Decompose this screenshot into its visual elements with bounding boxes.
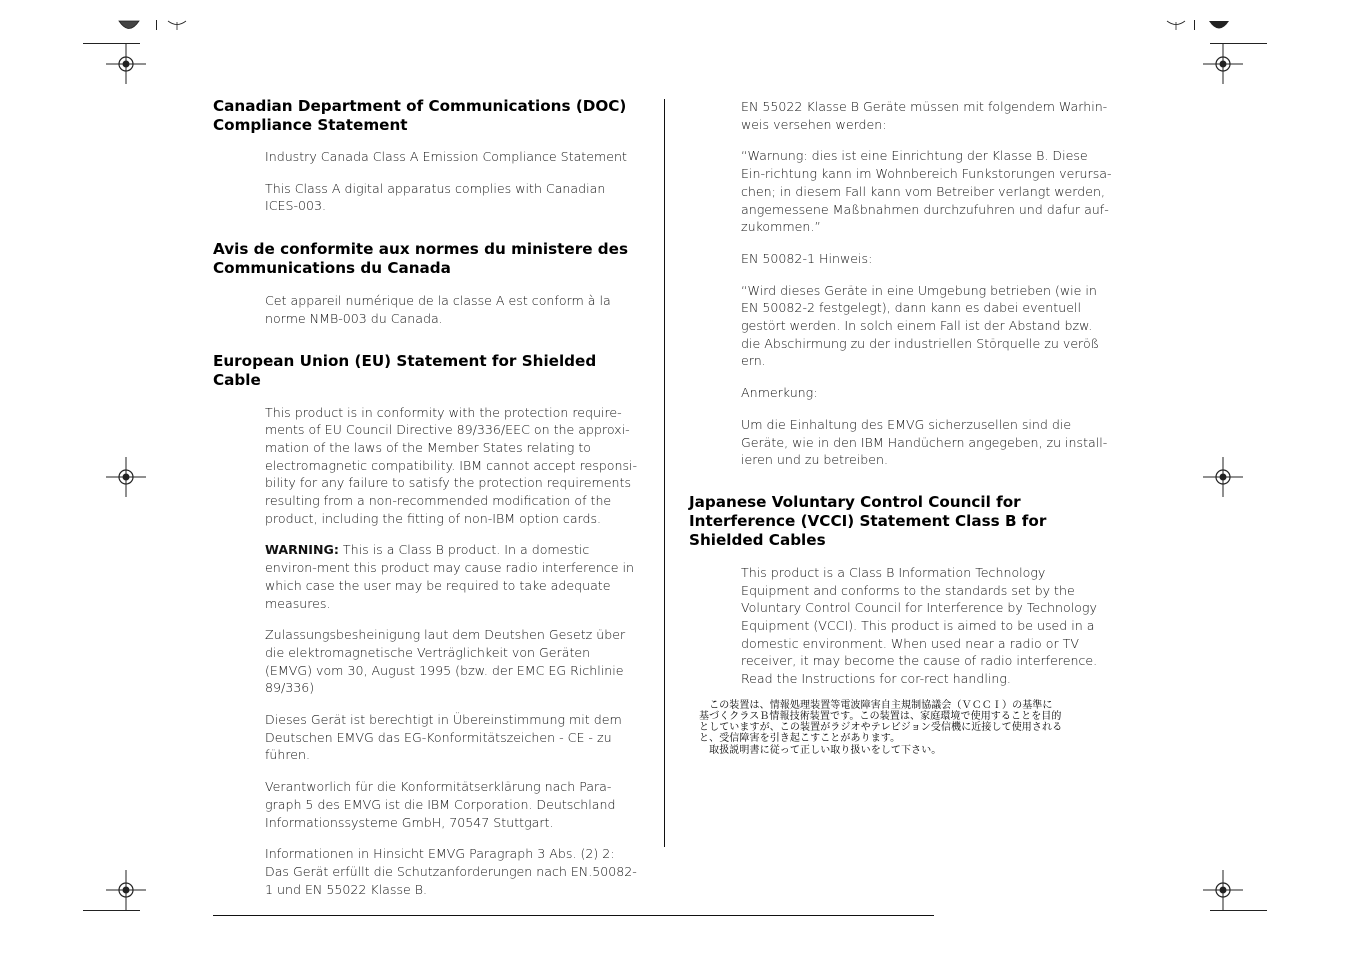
registration-mark-icon — [1203, 44, 1243, 84]
paragraph: Industry Canada Class A Emission Compliance Statement — [265, 149, 627, 164]
warning-label: WARNING: — [265, 542, 339, 558]
color-bar-icon — [118, 20, 140, 32]
warning-text: This is a Class B product. In a domestic environ-ment this product may cause radio interference in which case the user may be required to take adequate measures. — [265, 542, 634, 611]
paragraph: “Wird dieses Geräte in eine Umgebung betrieben (wie in EN 50082-2 festgelegt), dann kann es dabei eventuell gestört werden. In solch einem Fall ist der Abstand bzw. die Abschirmung zu der industriellen Störquelle zu veröß ern. — [741, 282, 1100, 369]
paragraph: EN 50082-1 Hinweis: — [741, 250, 873, 266]
paragraph: Zulassungsbesheinigung laut dem Deutshen Gesetz über die elektromagnetische Verträglichkeit von Geräten (EMVG) vom 30, August 1995 (bzw. der EMC EG Richlinie 89/336) — [265, 627, 626, 696]
vcci-japanese-statement: この装置は、情報処理装置等電波障害自主規制協議会（ＶＣＣＩ）の基準に 基づくクラスＢ情報技術装置です。この装置は、家庭環境で使用することを目的 としていますが、この装置がラジオやテレビジョン受信機に近接して使用される と、受信障害を引き起こすことがあります。 取扱説明書に従って正しい取り扱いをして下さい。 — [699, 699, 1063, 756]
registration-mark-icon — [106, 44, 146, 84]
paragraph: “Warnung: dies ist eine Einrichtung der Klasse B. Diese Ein-richtung kann im Wohnbereich Funkstorungen verursa-chen; in diesem Fall kann vom Betreiber verlangt werden, angemessene Maßbnahmen durchzufuhren und dafur auf-zukommen.” — [741, 148, 1112, 235]
column-divider — [664, 99, 665, 847]
paragraph: Dieses Gerät ist berechtigt in Übereinstimmung mit dem Deutschen EMVG das EG-Konformitätszeichen - CE - zu führen. — [265, 712, 622, 763]
crop-mark-bottom-left — [83, 910, 140, 911]
crop-mark-bottom-right — [1210, 910, 1267, 911]
section-heading-doc: Canadian Department of Communications (DOC) Compliance Statement — [213, 97, 627, 134]
left-column — [213, 97, 638, 898]
registration-mark-icon — [106, 457, 146, 497]
paragraph: This Class A digital apparatus complies with Canadian ICES-003. — [265, 180, 606, 214]
registration-mark-icon — [1203, 457, 1243, 497]
crop-mark-top-left-tick — [156, 20, 157, 30]
crop-mark-top-right-tick — [1194, 20, 1195, 30]
registration-mark-icon — [106, 870, 146, 910]
footer-rule — [213, 915, 934, 916]
section-heading-eu: European Union (EU) Statement for Shielded Cable — [213, 351, 597, 389]
paragraph: This product is in conformity with the protection require-ments of EU Council Directive 89/336/EEC on the approxi-mation of the laws of the Member States relating to electromagnetic compatibility. IBM cannot accept responsi-bility for any failure to satisfy the protection requirements resulting from a non-recommended modification of the product, including the fitting of non-IBM option cards. — [265, 404, 638, 526]
paragraph: This product is a Class B Information Technology Equipment and conforms to the standards set by the Voluntary Control Council for Interference by Technology Equipment (VCCI). This product is aimed to be used in a domestic environment. When used near a radio or TV receiver, it may become the cause of radio interference. Read the Instructions for cor-rect handling. — [741, 564, 1098, 687]
section-heading-avis: Avis de conformite aux normes du ministere des Communications du Canada — [213, 240, 629, 278]
warning-paragraph — [265, 541, 638, 612]
paragraph: EN 55022 Klasse B Geräte müssen mit folgendem Warhin-weis versehen werden: — [741, 99, 1108, 132]
target-mark-icon — [166, 18, 188, 30]
paragraph: Cet appareil numérique de la classe A est conform à la norme NMB-003 du Canada. — [265, 293, 611, 326]
paragraph: Um die Einhaltung des EMVG sicherzusellen sind die Geräte, wie in den IBM Handüchern angegeben, zu install-ieren und zu betreiben. — [741, 416, 1108, 468]
registration-mark-icon — [1203, 870, 1243, 910]
section-heading-vcci: Japanese Voluntary Control Council for Interference (VCCI) Statement Class B for Shielded Cables — [689, 492, 1047, 549]
color-bar-icon — [1208, 20, 1230, 32]
paragraph: Verantworlich für die Konformitätserklärung nach Para-graph 5 des EMVG ist die IBM Corporation. Deutschland Informationssysteme GmbH, 70547 Stuttgart. — [265, 779, 616, 830]
right-column — [689, 97, 1114, 756]
target-mark-icon — [1165, 18, 1187, 30]
paragraph: Anmerkung: — [741, 385, 818, 401]
paragraph: Informationen in Hinsicht EMVG Paragraph 3 Abs. (2) 2: Das Gerät erfüllt die Schutzanforderungen nach EN.50082-1 und EN 55022 Klasse B. — [265, 846, 637, 897]
